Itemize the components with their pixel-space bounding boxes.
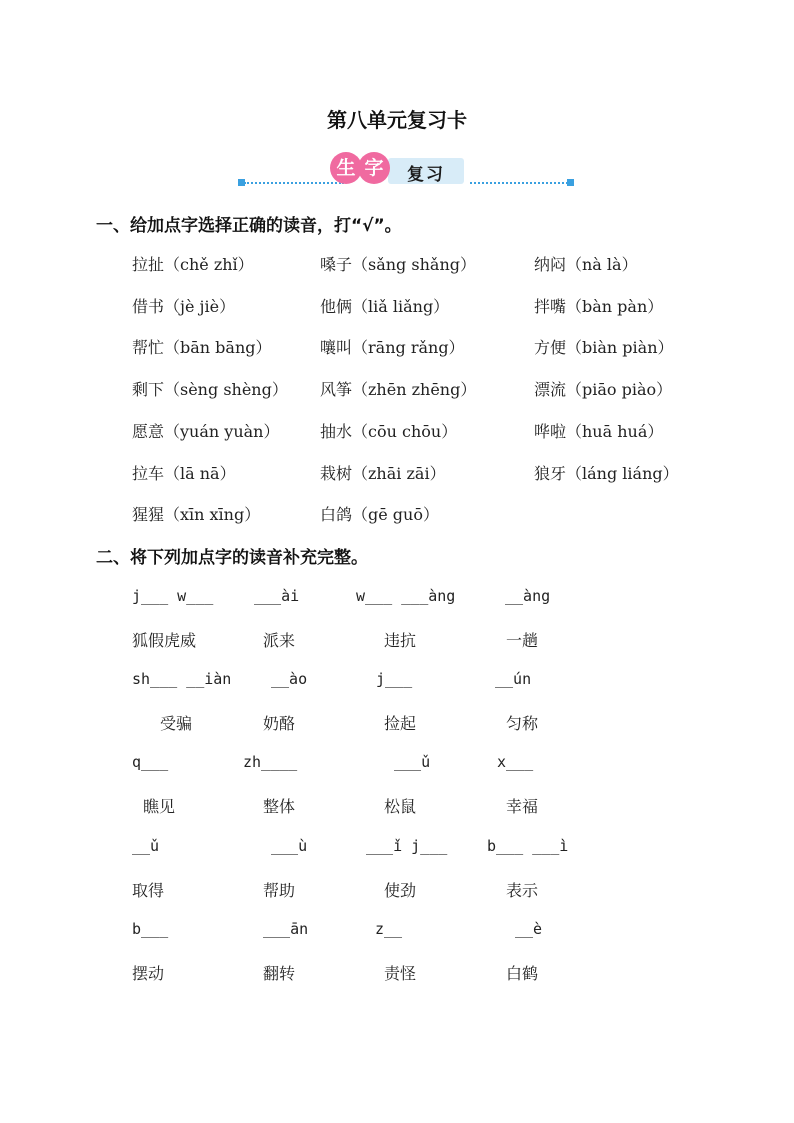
vocab-word: 使劲 (384, 880, 417, 900)
pinyin-blank: __ǔ (132, 836, 160, 855)
vocab-word: 取得 (132, 880, 165, 900)
vocab-word: 翻转 (263, 963, 296, 983)
choice-item: 风筝（zhēn zhēng） (320, 380, 477, 400)
pinyin-blank: z__ (375, 919, 403, 938)
choice-item: 白鸽（gē guō） (320, 505, 439, 525)
section1-heading: 一、给加点字选择正确的读音，打“√”。 (96, 216, 402, 236)
vocab-word: 派来 (263, 631, 296, 650)
vocab-word: 表示 (506, 880, 539, 900)
pinyin-blank: j___ (376, 670, 413, 689)
vocab-word: 摆动 (132, 963, 165, 983)
vocab-word: 一趟 (506, 631, 539, 650)
vocab-word: 受骗 (160, 714, 193, 734)
pinyin-blank: sh___ __iàn (132, 670, 232, 689)
pinyin-blank: ___ǐ j___ (366, 836, 448, 855)
choice-item: 方便（biàn piàn） (534, 338, 674, 358)
pinyin-blank: __ún (495, 670, 532, 689)
choice-item: 剩下（sèng shèng） (132, 380, 288, 400)
pinyin-blank: ___ài (254, 587, 300, 605)
vocab-word: 松鼠 (384, 797, 417, 817)
banner-tab-label: 复习 (407, 165, 445, 185)
choice-item: 拉扯（chě zhǐ） (132, 255, 254, 274)
pinyin-blank: __àng (505, 587, 551, 605)
pinyin-blank: b___ ___ì (487, 836, 569, 855)
pinyin-blank: b___ (132, 919, 169, 938)
choice-item: 抽水（cōu chōu） (320, 421, 458, 441)
banner-square-right (567, 179, 574, 186)
choice-item: 狼牙（láng liáng） (534, 463, 679, 483)
vocab-word: 奶酪 (263, 714, 296, 734)
section-banner (238, 150, 574, 190)
banner-dotted-line-left (244, 182, 344, 184)
vocab-word: 帮助 (263, 880, 296, 900)
vocab-word: 捡起 (384, 714, 417, 734)
pinyin-blank: zh____ (243, 753, 298, 772)
choice-item: 拌嘴（bàn pàn） (534, 296, 664, 316)
banner-circle-2: 字 (358, 152, 390, 184)
vocab-word: 匀称 (506, 714, 539, 734)
vocab-word: 责怪 (384, 963, 417, 983)
choice-item: 借书（jè jiè） (132, 296, 236, 316)
choice-item: 他俩（liǎ liǎng） (320, 296, 450, 316)
choice-item: 猩猩（xīn xīng） (132, 505, 261, 525)
choice-item: 拉车（lā nā） (132, 463, 236, 483)
vocab-word: 幸福 (506, 797, 539, 817)
pinyin-blank: ___ǔ (394, 753, 431, 772)
banner-circle-1: 生 (330, 152, 362, 184)
choice-item: 漂流（piāo piào） (534, 380, 673, 400)
vocab-word: 狐假虎威 (132, 631, 197, 650)
vocab-word: 违抗 (384, 631, 417, 650)
banner-dotted-line-right (470, 182, 568, 184)
pinyin-blank: __ào (271, 670, 308, 689)
choice-item: 嗓子（sǎng shǎng） (320, 255, 476, 274)
choice-item: 纳闷（nà là） (534, 255, 638, 274)
pinyin-blank: ___ù (271, 836, 308, 855)
vocab-word: 整体 (263, 797, 296, 817)
section2-heading: 二、将下列加点字的读音补充完整。 (96, 548, 368, 568)
choice-item: 嚷叫（rāng rǎng） (320, 338, 465, 358)
pinyin-blank: ___ān (263, 919, 309, 938)
pinyin-blank: __è (515, 919, 543, 938)
pinyin-blank: j___ w___ (132, 587, 214, 605)
pinyin-blank: w___ ___àng (356, 587, 456, 605)
vocab-word: 瞧见 (143, 797, 176, 817)
pinyin-blank: q___ (132, 753, 169, 772)
banner-badge (330, 150, 470, 190)
choice-item: 帮忙（bān bāng） (132, 338, 272, 358)
vocab-word: 白鹤 (506, 963, 539, 983)
choice-item: 哗啦（huā huá） (534, 421, 664, 441)
page-title: 第八单元复习卡 (327, 108, 467, 132)
choice-item: 栽树（zhāi zāi） (320, 463, 446, 483)
pinyin-blank: x___ (497, 753, 534, 772)
choice-item: 愿意（yuán yuàn） (132, 421, 280, 441)
